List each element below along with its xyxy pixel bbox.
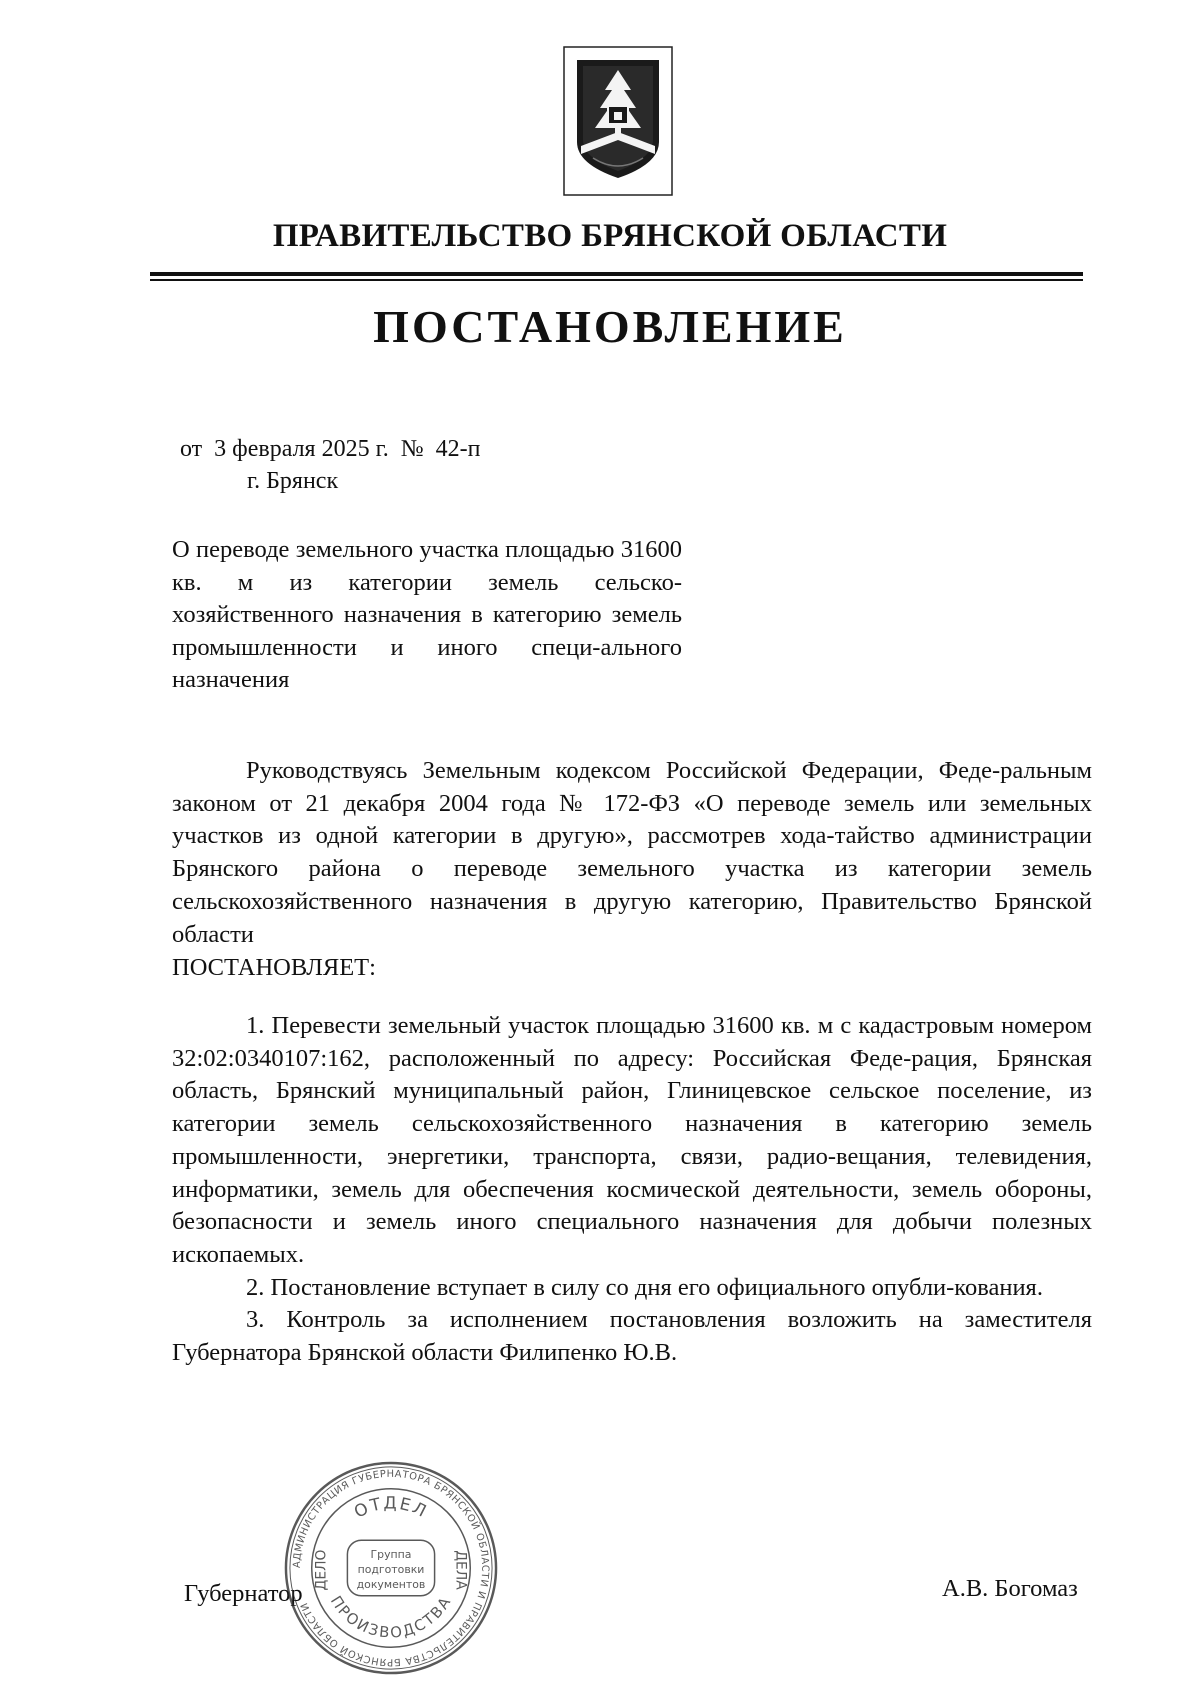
resolution-item-3: 3. Контроль за исполнением постановления возложить на заместителя Губернатора Брянской области Филипенко Ю.В. — [172, 1306, 1092, 1367]
document-city: г. Брянск — [247, 468, 339, 494]
svg-text:Группа: Группа — [370, 1548, 412, 1562]
svg-text:подготовки: подготовки — [357, 1562, 425, 1576]
resolution-item-2: 2. Постановление вступает в силу со дня его официального опубли-кования. — [246, 1273, 1043, 1301]
svg-text:документов: документов — [356, 1577, 426, 1591]
government-title: ПРАВИТЕЛЬСТВО БРЯНСКОЙ ОБЛАСТИ — [272, 218, 948, 254]
document-type-heading: ПОСТАНОВЛЕНИЕ — [373, 301, 847, 352]
preamble-text: Руководствуясь Земельным кодексом Российской Федерации, Феде-ральным законом от 21 декабря 2004 года № 172-ФЗ «О переводе земель или земельных участков из одной категории в другую», рассмотрев хода-тайство администрации Брянского района о переводе земельного участка из категории земель сельскохозяйственного назначения в другую категорию, Правительство Брянской области — [172, 757, 1092, 948]
document-subject: О переводе земельного участка площадью 31600 кв. м из категории земель сельско-хозяйственного назначения в категорию земель промышленности и иного специ-ального назначения — [172, 536, 682, 693]
header-divider — [150, 272, 1083, 284]
office-stamp-icon — [282, 1459, 500, 1677]
svg-text:АДМИНИСТРАЦИЯ ГУБЕРНАТОРА БРЯН: АДМИНИСТРАЦИЯ ГУБЕРНАТОРА БРЯНСКОЙ ОБЛАСТИ И ПРАВИТЕЛЬСТВА БРЯНСКОЙ ОБЛАСТИ — [291, 1468, 491, 1668]
resolves-text: ПОСТАНОВЛЯЕТ: — [172, 954, 376, 981]
resolution-items — [172, 1010, 1092, 1370]
svg-text:ОТДЕЛ: ОТДЕЛ — [350, 1492, 432, 1522]
preamble-paragraph — [172, 755, 1092, 951]
svg-text:ПРОИЗВОДСТВА: ПРОИЗВОДСТВА — [326, 1592, 456, 1642]
resolution-item-1: 1. Перевести земельный участок площадью 31600 кв. м с кадастровым номером 32:02:0340107:162, расположенный по адресу: Российская Феде-рация, Брянская область, Брянский муниципальный район, Глиницевское сельское поселение, из категории земель сельскохозяйственного назначения в категорию земель промышленности, энергетики, транспорта, связи, радио-вещания, телевидения, информатики, земель для обеспечения космической деятельности, земель обороны, безопасности и земель иного специального назначения для добычи полезных ископаемых. — [172, 1012, 1092, 1268]
signatory-role: Губернатор — [184, 1580, 303, 1607]
bryansk-coat-of-arms-icon — [563, 46, 673, 196]
document-date-number: от 3 февраля 2025 г. № 42-п — [180, 436, 481, 462]
svg-text:ДЕЛО: ДЕЛО — [313, 1549, 330, 1591]
svg-text:ДЕЛА: ДЕЛА — [452, 1550, 469, 1590]
resolves-line — [172, 952, 1092, 985]
signatory-name: А.В. Богомаз — [942, 1575, 1078, 1602]
